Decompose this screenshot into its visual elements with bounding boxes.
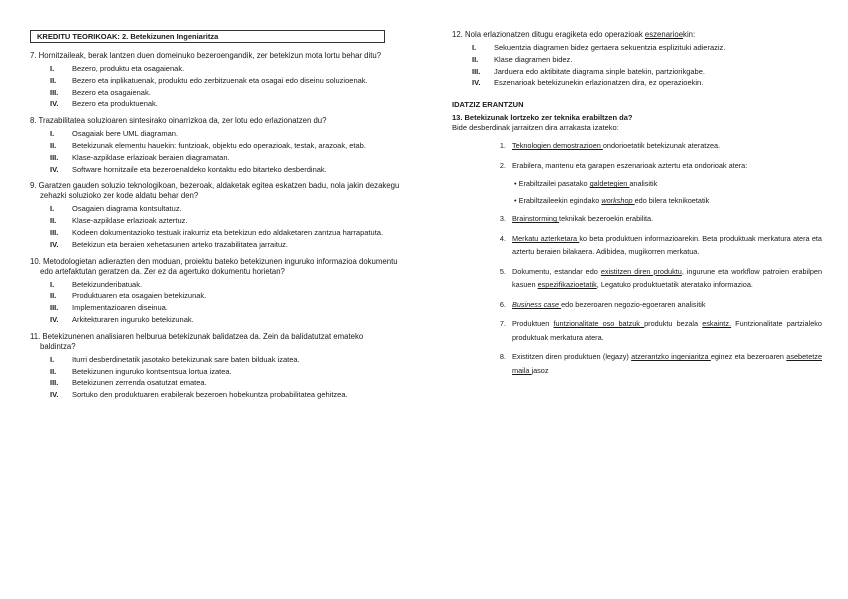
answer-intro: Bide desberdinak jarraitzen dira arrakasta izateko: [452,123,619,133]
answer-text: jasoz [531,365,549,375]
option-number: II. [50,75,57,85]
answer-option [30,153,400,163]
option-text: Betekizun eta beraien xehetasunen arteko trazabilitatea jarraituz. [72,239,288,249]
option-text: Klase-azpiklase erlazioak beraien diagramatan. [72,152,230,162]
option-text: Betekizunderibatuak. [72,279,143,289]
underlined-term: espezifikazioetatik [537,280,597,290]
answer-number: 7. [499,319,506,329]
answer-option [30,378,400,388]
option-text: Iturri desberdinetatik jasotako betekizunak sare baten bilduak izatea. [72,354,300,364]
question-13-title: 13. Betekizunak lortzeko zer teknika erabiltzen da? [452,113,633,123]
option-number: III. [50,152,59,162]
question-title: 7. Hornitzaileak, berak lantzen duen domeinuko bezeroengandik, zer betekizun mota lortu behar ditu? [30,51,382,60]
answer-option [30,99,400,109]
answer-text: edo bezeroaren negozio-egoeraren analisitik [561,299,706,309]
answer-content [512,212,822,226]
option-text: Jarduera edo aktibitate diagrama sinple batekin, partziorikgabe. [494,66,705,76]
question-title-suffix: kin: [683,30,696,39]
option-text: Bezero eta osagaienak. [72,87,151,97]
option-text: Osagaiak bere UML diagraman. [72,129,179,139]
option-number: III. [50,87,59,97]
answer-option [30,315,400,325]
option-number: II. [50,140,57,150]
answer-number: 1. [499,141,506,151]
answer-text: Dokumentu, estandar edo [512,266,601,276]
answer-item [452,159,822,173]
answer-option [30,280,400,290]
answer-text: • Erabiltzaileekin egindako [514,196,602,206]
question-title: 8. Trazabilitatea soluzioaren sintesirako oinarrizkoa da, zer lotu edo erlazionatzen du? [30,116,327,126]
underlined-term: asebetetze maila [512,352,822,375]
underlined-term: galdetegien [589,179,630,189]
option-number: III. [472,66,481,76]
answer-content [512,139,822,153]
question [30,116,400,174]
answer-content [512,317,822,344]
question-title-link: eszenarioe [644,30,684,39]
answer-option [30,64,400,74]
option-text: Kodeen dokumentazioko testuak irakurriz eta betekizun edo aldaketaren zantzua harrapatuta. [72,227,384,237]
option-text: Klase-azpiklase erlazioak aztertuz. [72,216,188,226]
answer-option [30,291,400,301]
underlined-term: Teknologien demostrazioen [512,141,603,151]
question [30,257,400,325]
answer-option [30,141,400,151]
answer-text: edo bilera teknikoetatik [634,196,710,206]
answer-option [452,67,822,77]
answer-list [452,139,822,377]
option-number: III. [50,227,59,237]
option-text: Bezero eta produktuenak. [72,99,158,109]
option-text: Software hornitzaile eta bezeroenaldeko kontaktu edo bitarteko desberdinak. [72,164,327,174]
answer-text: analisitik [629,179,658,189]
option-text: Arkitekturaren inguruko betekizunak. [72,314,194,324]
underlined-term: Merkatu azterketara [512,233,580,243]
question [30,51,400,109]
answer-item [452,139,822,153]
answer-content [512,350,822,377]
option-number: IV. [50,99,59,109]
question-list [30,51,400,400]
question-title: 10. Metodologietan adierazten den moduan, proiektu bateko betekizunen inguruko informazioa dokumentu edo artefaktutan geratzen da. Zer ez da agertuko dokumentu horietan? [30,256,398,276]
answer-option [30,204,400,214]
answer-option [452,78,822,88]
answer-text: Produktuen [512,319,554,329]
answer-item [452,317,822,344]
option-number: II. [472,54,479,64]
option-text: Eszenarioak betekizunekin erlazionatzen dira, ez operazioekin. [494,78,704,88]
option-number: I. [50,354,55,364]
question-title-text: 12. Nola erlazionatzen ditugu eragiketa edo operazioak [452,30,645,39]
header-box: KREDITU TEORIKOAK: 2. Betekizunen Ingeniaritza [30,30,385,43]
underlined-term: existitzen diren produktu [600,266,682,276]
answer-content [512,159,822,173]
answer-text: Erabilera, mantenu eta garapen eszenarioak aztertu eta ondorioak atera: [512,160,748,170]
answer-option [452,55,822,65]
question-title [452,30,822,40]
option-number: IV. [50,164,59,174]
option-text: Implementazioaren diseinua. [72,303,168,313]
answer-option [30,228,400,238]
option-text: Betekizunak elementu hauekin: funtzioak, objektu edo operazioak, testak, arazoak, etab. [72,140,366,150]
answer-text: ondorioetatik betekizunak ateratzea. [602,141,721,151]
option-text: Sortuko den produktuaren erabilerak bezeroen hobekuntza probabilitatea gehitzea. [72,390,348,400]
option-number: II. [50,216,57,226]
answer-text: ko beta produktuen informazioarekin. Beta produktuak merkatura atera eta aztertu beraien bilakaera. Adibidea, mugikorren merkatua. [512,233,822,257]
answer-text: , ingurune eta workflow patroien erabilpen kasuen [512,266,823,290]
question [30,181,400,249]
option-number: IV. [50,239,59,249]
answer-content [512,232,822,259]
option-text: Betekizunen zerrenda osatutzat ematea. [72,378,207,388]
question-12 [452,30,822,88]
answer-number: 4. [499,233,506,243]
answer-item [452,232,822,259]
option-text: Betekizunen inguruko kontsentsua lortua izatea. [72,366,232,376]
question-title: 9. Garatzen gauden soluzio teknologikoan, bezeroak, aldaketak egitea eskatzen badu, nola jakin dezakegu zehazki soluzioko zer kode aldatu behar den? [30,181,400,201]
option-number: III. [50,378,59,388]
answer-option [30,165,400,175]
answer-item [452,298,822,312]
answer-text: • Erabiltzailei pasatako [514,179,590,189]
answer-option [30,303,400,313]
question-title: 11. Betekizunenen analisiaren helburua betekizunak balidatzea da. Zein da balidatutzat emateko baldintza? [30,331,364,351]
answer-option [30,129,400,139]
underlined-term: Business case [512,299,562,309]
option-number: IV. [50,390,59,400]
answer-option [452,43,822,53]
answer-content [512,265,822,292]
answer-item [452,212,822,226]
underlined-term: eskaintz. [702,319,732,329]
answer-number: 5. [499,266,506,276]
option-number: I. [50,64,55,73]
option-number: I. [50,204,55,214]
option-number: II. [50,366,57,376]
answer-option [30,216,400,226]
answer-content [512,298,822,312]
answer-option [30,76,400,86]
left-column [30,30,400,407]
option-list [452,43,822,88]
option-text: Sekuentzia diagramen bidez gertaera sekuentzia esplizituki adieraziz. [494,43,726,52]
option-number: IV. [50,314,59,324]
answer-text: Existitzen diren produktuen (legazy) [512,352,632,362]
answer-text: Funtzionalitate partzialeko produktuak merkatura atera. [512,319,822,342]
question [30,332,400,400]
answer-option [30,88,400,98]
option-text: Bezero eta inplikatuenak, produktu edo zerbitzuenak eta osagai edo diseinu soluzioenak. [72,75,368,85]
option-text: Klase diagramen bidez. [494,54,573,64]
answer-option [30,355,400,365]
answer-item [452,350,822,377]
answer-option [30,390,400,400]
answer-text: teknikak bezeroekin erabilita. [559,214,654,224]
answer-text: , Legatuko produktuetatik ateratako informazioa. [596,280,753,290]
option-number: II. [50,291,57,301]
answer-number: 8. [499,352,506,362]
answer-option [30,367,400,377]
right-column [452,30,822,377]
answer-number: 2. [499,160,506,170]
answer-item [452,265,822,292]
answer-text: produktu bezala [644,319,703,329]
option-number: I. [472,43,477,52]
answer-option [30,240,400,250]
option-number: IV. [472,78,481,88]
option-number: I. [50,129,55,139]
option-text: Produktuaren eta osagaien betekizunak. [72,291,207,301]
answer-number: 6. [499,299,506,309]
option-text: Osagaien diagrama kontsultatuz. [72,204,182,214]
underlined-term: workshop [601,196,635,206]
option-number: III. [50,303,59,313]
answer-text: eginez eta bezeroaren [710,352,787,362]
option-text: Bezero, produktu eta osagaienak. [72,64,185,73]
option-number: I. [50,279,55,289]
underlined-term: atzerantzko ingeniaritza [631,352,711,362]
answer-number: 3. [499,214,506,224]
bullet-item [452,196,822,206]
underlined-term: Brainstorming [512,214,560,224]
underlined-term: funtzionalitate oso batzuk [553,319,645,329]
section-title: IDATZIZ ERANTZUN [452,100,524,110]
bullet-item [452,179,822,189]
